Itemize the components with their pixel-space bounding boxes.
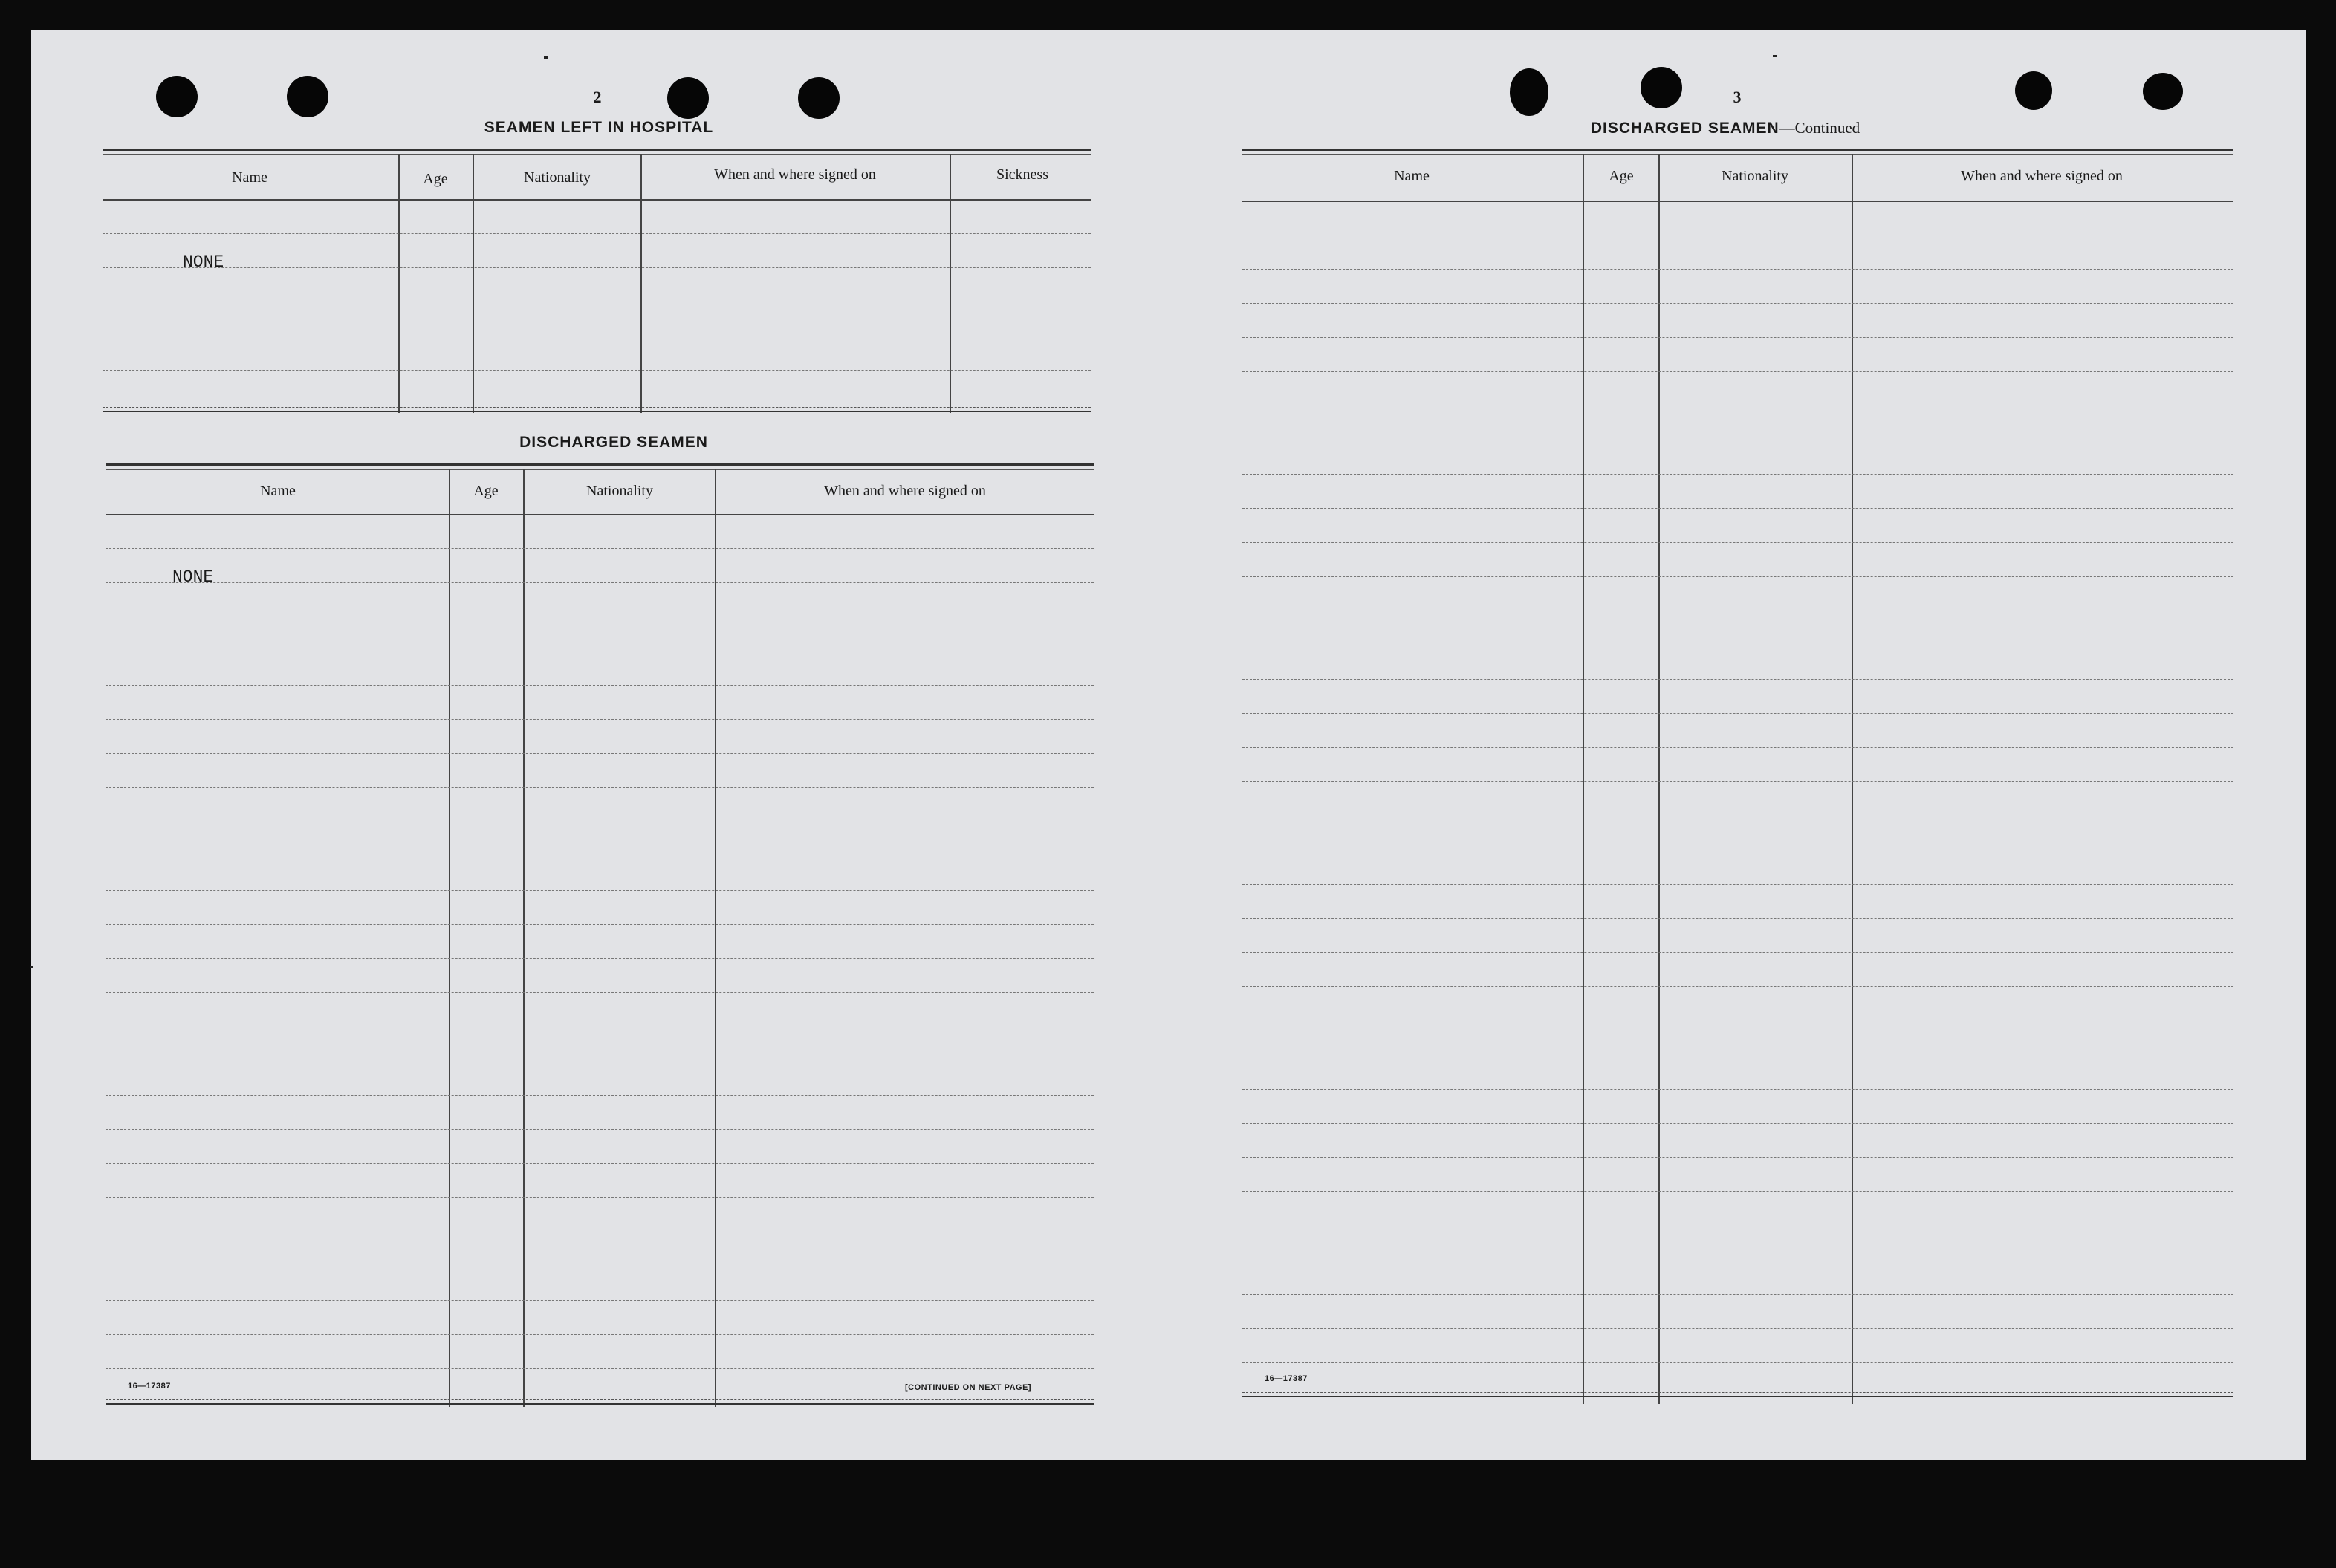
section-title-suffix: —Continued [1779,119,1860,137]
row-rule [1242,1123,2233,1124]
row-rule [1242,508,2233,509]
row-rule [1242,713,2233,714]
column-divider [398,154,400,413]
row-rule [106,685,1094,686]
row-rule [106,1300,1094,1301]
row-rule [1242,1328,2233,1329]
discharged-table-left [106,463,1094,1407]
column-divider [1583,154,1584,1404]
row-rule [106,958,1094,959]
punch-hole [287,76,328,117]
row-rule [1242,371,2233,372]
row-rule [103,267,1091,268]
row-rule [106,1197,1094,1198]
row-rule [1242,747,2233,748]
column-header-age: Age [423,171,448,187]
punch-hole [1641,67,1682,108]
punch-hole [798,77,840,119]
form-number: 16—17387 [128,1382,171,1390]
column-header-nationality: Nationality [524,169,591,186]
page-number: 2 [593,88,602,106]
header-rule [103,199,1091,201]
section-title-discharged-continued [1591,119,1860,137]
column-header-signed-on: When and where signed on [824,483,986,499]
row-rule [1242,952,2233,953]
form-number: 16—17387 [1265,1374,1308,1383]
row-rule [1242,1157,2233,1158]
punch-hole [156,76,198,117]
row-rule [106,582,1094,583]
row-rule [1242,474,2233,475]
table-bottom-rule [103,407,1091,412]
row-rule [1242,986,2233,987]
column-header-age: Age [473,483,499,499]
column-header-nationality: Nationality [586,483,653,499]
row-rule [1242,303,2233,304]
punch-hole [667,77,709,119]
section-title-hospital: SEAMEN LEFT IN HOSPITAL [484,119,714,136]
punch-hole [2143,73,2183,110]
punch-hole [1510,68,1548,116]
discharged-entry-none: NONE [172,567,214,587]
row-rule [106,890,1094,891]
row-rule [106,753,1094,754]
row-rule [1242,337,2233,338]
row-rule [1242,576,2233,577]
table-top-rule [106,463,1094,470]
section-title-discharged: DISCHARGED SEAMEN [519,434,708,451]
row-rule [1242,269,2233,270]
column-divider [473,154,474,413]
ink-speck [544,56,548,59]
row-rule [106,924,1094,925]
row-rule [1242,1089,2233,1090]
row-rule [106,1334,1094,1335]
row-rule [1242,679,2233,680]
row-rule [1242,884,2233,885]
hospital-entry-none: NONE [183,253,224,272]
column-header-signed-on: When and where signed on [714,166,876,183]
row-rule [103,233,1091,234]
column-header-name: Name [232,169,267,186]
hospital-table [103,149,1091,413]
column-divider [640,154,642,413]
row-rule [1242,918,2233,919]
table-bottom-rule [1242,1392,2233,1397]
discharged-table-right [1242,149,2233,1404]
punch-hole [2015,71,2052,110]
row-rule [103,370,1091,371]
row-rule [106,1368,1094,1369]
header-rule [106,514,1094,515]
header-rule [1242,201,2233,202]
row-rule [106,1095,1094,1096]
column-divider [1852,154,1853,1404]
table-top-rule [1242,149,2233,155]
row-rule [106,548,1094,549]
table-bottom-rule [106,1399,1094,1405]
row-rule [106,992,1094,993]
row-rule [1242,781,2233,782]
row-rule [106,1129,1094,1130]
ink-speck [1773,55,1777,57]
column-header-signed-on: When and where signed on [1961,168,2123,184]
row-rule [1242,1191,2233,1192]
scanned-document [31,30,2306,1460]
row-rule [106,719,1094,720]
column-divider [1658,154,1660,1404]
row-rule [1242,1294,2233,1295]
column-header-sickness: Sickness [996,166,1048,183]
section-title-text: DISCHARGED SEAMEN [1590,120,1779,137]
table-top-rule [103,149,1091,155]
row-rule [1242,542,2233,543]
page-number: 3 [1733,88,1742,106]
ink-speck [30,966,33,968]
row-rule [106,787,1094,788]
row-rule [1242,1362,2233,1363]
column-header-nationality: Nationality [1722,168,1788,184]
column-header-name: Name [1394,168,1430,184]
row-rule [106,1163,1094,1164]
column-header-age: Age [1609,168,1634,184]
column-header-name: Name [260,483,296,499]
continued-note: [CONTINUED ON NEXT PAGE] [905,1383,1032,1392]
column-divider [950,154,951,413]
